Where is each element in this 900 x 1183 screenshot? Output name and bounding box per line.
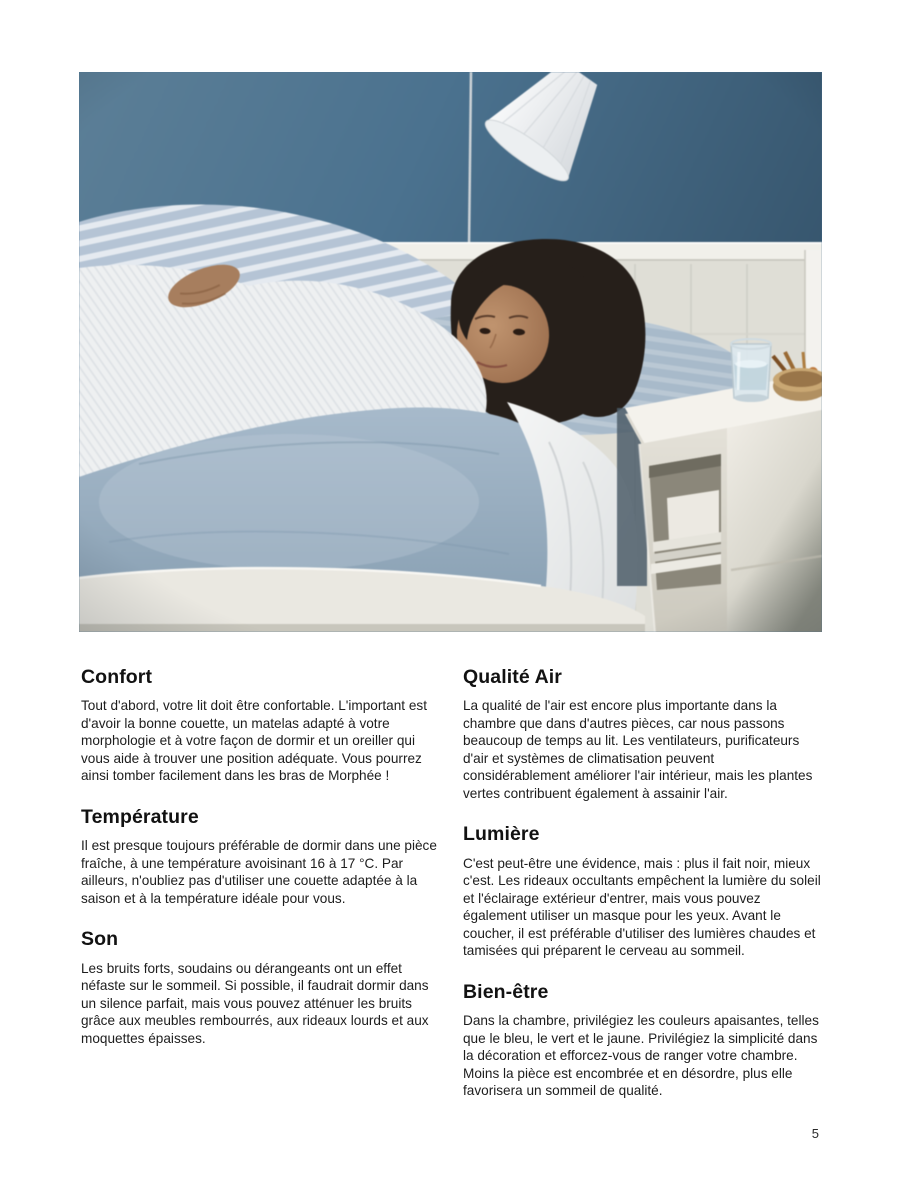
section-heading: Lumière: [463, 823, 540, 846]
section-heading: Bien-être: [463, 980, 549, 1003]
section-body: C'est peut-être une évidence, mais : plus il fait noir, mieux c'est. Les rideaux occultants empêchent la lumière du soleil et l'éclairage extérieur d'entrer, mais vous pouvez également utiliser un masque pour les yeux. Avant le coucher, il est préférable d'utiliser des lumières chaudes et tamisées qui préparent le cerveau au sommeil.: [463, 855, 821, 959]
vignette: [79, 72, 822, 632]
section-body: Il est presque toujours préférable de dormir dans une pièce fraîche, à une température avoisinant 16 à 17 °C. Par ailleurs, n'oubliez pas d'utiliser une couette adaptée à la saison et à la température idéale pour vous.: [81, 838, 437, 906]
right-column: [463, 666, 821, 1121]
section-confort: [81, 666, 439, 785]
section-body: Les bruits forts, soudains ou dérangeants ont un effet néfaste sur le sommeil. Si possible, il faudrait dormir dans un silence parfait, mais vous pouvez atténuer les bruits grâce aux meubles rembourrés, aux rideaux lourds et aux moquettes épaisses.: [81, 960, 429, 1046]
section-lumiere: [463, 823, 821, 959]
section-body: La qualité de l'air est encore plus importante dans la chambre que dans d'autres pièces, car nous passons beaucoup de temps au lit. Les ventilateurs, purificateurs d'air et systèmes de climatisation peuvent considérablement améliorer l'air intérieur, mais les plantes vertes contribuent également à assainir l'air.: [463, 698, 813, 801]
section-son: [81, 928, 439, 1047]
section-heading: Qualité Air: [463, 666, 562, 688]
left-column: [81, 666, 439, 1121]
section-heading: Confort: [81, 666, 153, 688]
bedroom-photo: [79, 72, 822, 632]
section-heading: Son: [81, 928, 119, 951]
bedroom-illustration: [79, 72, 822, 632]
section-qualite-air: [463, 666, 821, 802]
section-body: Dans la chambre, privilégiez les couleurs apaisantes, telles que le bleu, le vert et le jaune. Privilégiez la simplicité dans la décoration et efforcez-vous de ranger votre chambre. Moins la pièce est encombrée et en désordre, plus elle favorisera un sommeil de qualité.: [463, 1013, 819, 1099]
section-heading: Température: [81, 805, 199, 828]
page-number: 5: [811, 1126, 819, 1141]
text-columns: [81, 666, 821, 1121]
section-temperature: [81, 806, 439, 907]
section-bien-etre: [463, 981, 821, 1100]
section-body: Tout d'abord, votre lit doit être confortable. L'important est d'avoir la bonne couette, un matelas adapté à votre morphologie et à votre façon de dormir et un oreiller qui vous aide à trouver une position adéquate. Vous pourrez ainsi tomber facilement dans les bras de Morphée !: [81, 698, 427, 784]
